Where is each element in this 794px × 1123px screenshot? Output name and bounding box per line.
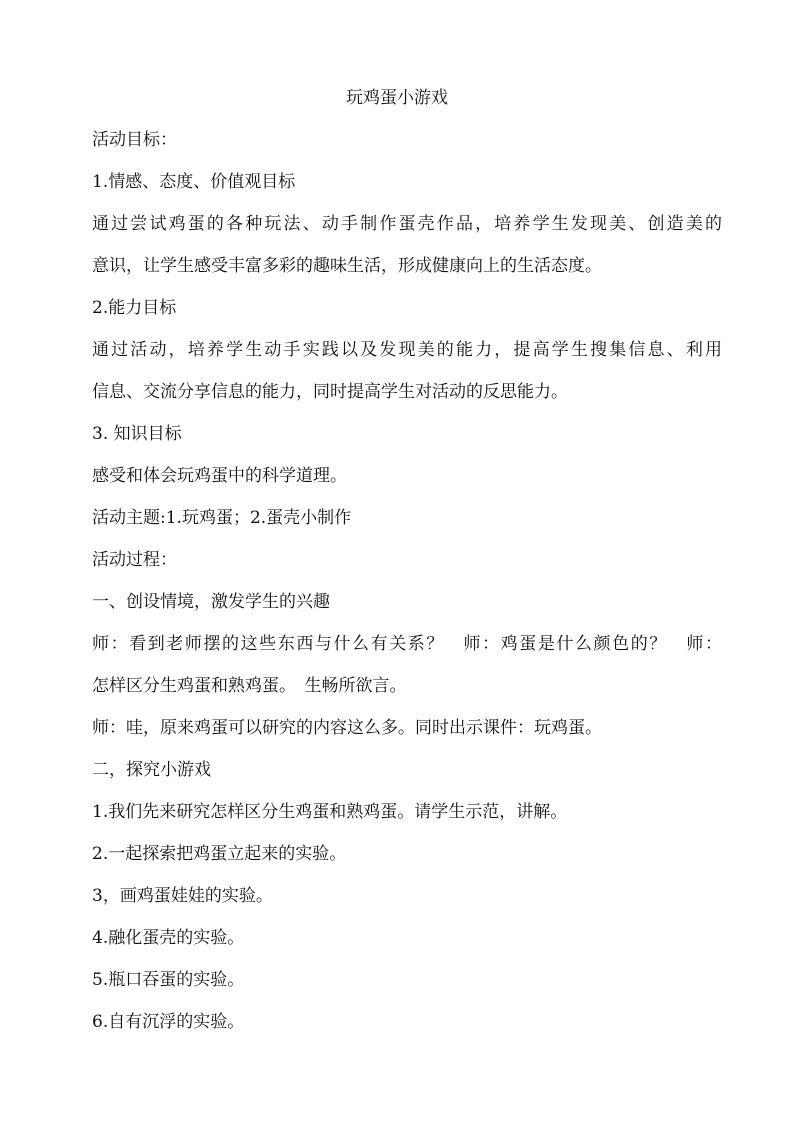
paragraph-line: 感受和体会玩鸡蛋中的科学道理。 — [92, 466, 347, 486]
list-item: 5.瓶口吞蛋的实验。 — [92, 970, 245, 990]
list-item: 6.自有沉浮的实验。 — [92, 1012, 245, 1032]
paragraph-line: 意识，让学生感受丰富多彩的趣味生活，形成健康向上的生活态度。 — [92, 256, 602, 276]
paragraph-line: 怎样区分生鸡蛋和熟鸡蛋。 生畅所欲言。 — [92, 676, 407, 696]
paragraph-line: 通过活动，培养学生动手实践以及发现美的能力，提高学生搜集信息、利用 — [92, 340, 722, 360]
activity-theme: 活动主题:1.玩鸡蛋；2.蛋壳小制作 — [92, 508, 352, 528]
process-step-heading-2: 二，探究小游戏 — [92, 760, 211, 780]
goal-heading-ability: 2.能力目标 — [92, 298, 177, 318]
goal-heading-knowledge: 3. 知识目标 — [92, 424, 182, 444]
list-item: 2.一起探索把鸡蛋立起来的实验。 — [92, 844, 347, 864]
paragraph-line: 信息、交流分享信息的能力，同时提高学生对活动的反思能力。 — [92, 382, 568, 402]
goal-heading-emotion: 1.情感、态度、价值观目标 — [92, 172, 296, 192]
process-step-heading-1: 一、创设情境，激发学生的兴趣 — [92, 592, 330, 612]
list-item: 1.我们先来研究怎样区分生鸡蛋和熟鸡蛋。请学生示范，讲解。 — [92, 802, 568, 822]
paragraph-line: 师：看到老师摆的这些东西与什么有关系？ 师：鸡蛋是什么颜色的？ 师： — [92, 634, 722, 654]
document-title: 玩鸡蛋小游戏 — [346, 88, 448, 108]
section-heading-goals: 活动目标： — [92, 130, 177, 150]
list-item: 4.融化蛋壳的实验。 — [92, 928, 245, 948]
paragraph-line: 通过尝试鸡蛋的各种玩法、动手制作蛋壳作品，培养学生发现美、创造美的 — [92, 214, 722, 234]
paragraph-line: 师：哇，原来鸡蛋可以研究的内容这么多。同时出示课件：玩鸡蛋。 — [92, 718, 602, 738]
list-item: 3，画鸡蛋娃娃的实验。 — [92, 886, 273, 906]
section-heading-process: 活动过程： — [92, 550, 177, 570]
